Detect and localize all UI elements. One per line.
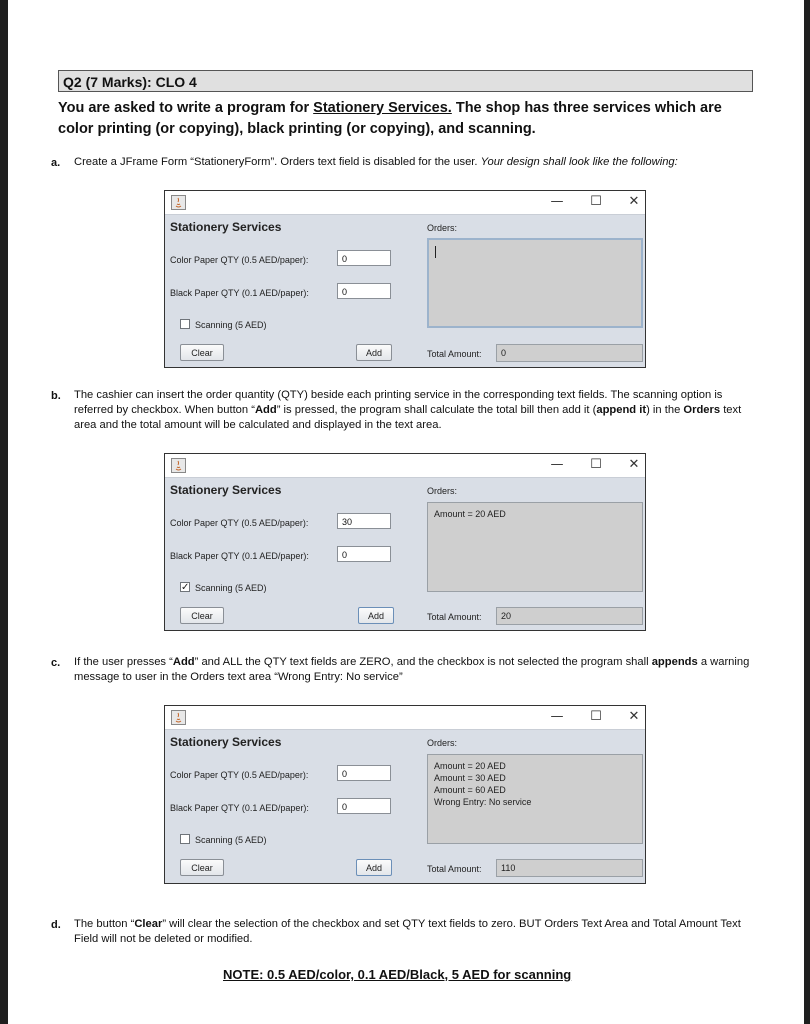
part-d-t2: ” will clear the selection of the checkbox and set QTY text fields to zero. BUT Orders Text Area and Total Amount Text Field will not be deleted or modified. [74,918,741,945]
part-c-t1: If the user presses “ [74,656,173,668]
part-b-t1: The cashier can insert the order quantity (QTY) beside each printing service in the corresponding text fields. The scanning option is referred by checkbox. When button “ [74,389,723,416]
color-qty-field[interactable]: 30 [337,513,391,529]
part-b-b3: Orders [683,404,721,416]
jframe-2 [164,453,646,631]
java-app-icon [171,195,186,210]
form-title: Stationery Services [170,483,282,497]
black-qty-label: Black Paper QTY (0.1 AED/paper): [170,551,309,561]
add-button[interactable]: Add [356,344,392,361]
part-c-t3: a warning message to user in the Orders text area “Wrong Entry: No service” [74,656,750,683]
intro-service-name: Stationery Services. [313,100,452,116]
text-caret [435,246,436,258]
black-qty-field[interactable]: 0 [337,546,391,562]
jframe-3 [164,705,646,884]
color-qty-field[interactable]: 0 [337,250,391,266]
pricing-note: NOTE: 0.5 AED/color, 0.1 AED/Black, 5 AED for scanning [223,967,572,982]
java-app-icon [171,458,186,473]
part-c-letter: c. [51,657,61,669]
part-b-b2: append it [596,404,647,416]
black-qty-label: Black Paper QTY (0.1 AED/paper): [170,803,309,813]
total-amount-label: Total Amount: [427,349,482,359]
java-app-icon [171,710,186,725]
clear-button[interactable]: Clear [180,607,224,624]
orders-textarea[interactable] [427,238,643,328]
total-amount-label: Total Amount: [427,612,482,622]
intro-text-2: The shop has three services which are color printing (or copying), black printing (or copying), and scanning. [58,100,722,137]
scanning-checkbox[interactable]: ✓ [181,582,190,593]
close-button[interactable]: ✕ [628,194,640,209]
minimize-button[interactable]: — [550,457,564,472]
jframe-3-titlebar [165,706,645,730]
intro-text-1: You are asked to write a program for [58,100,314,116]
color-qty-label: Color Paper QTY (0.5 AED/paper): [170,518,309,528]
scanning-label: Scanning (5 AED) [195,583,267,593]
maximize-button[interactable]: ☐ [590,194,602,209]
part-b-text [74,388,752,433]
orders-textarea[interactable]: Amount = 20 AED [427,502,643,592]
maximize-button[interactable]: ☐ [590,709,602,724]
minimize-button[interactable]: — [550,709,564,724]
scanning-checkbox[interactable] [180,834,190,844]
black-qty-field[interactable]: 0 [337,798,391,814]
part-c-text [74,655,752,685]
scanning-label: Scanning (5 AED) [195,835,267,845]
part-d-t1: The button “ [74,918,135,930]
jframe-1-titlebar [165,191,645,215]
close-button[interactable]: ✕ [628,709,640,724]
total-amount-field[interactable]: 20 [496,607,643,625]
orders-label: Orders: [427,223,458,233]
black-qty-label: Black Paper QTY (0.1 AED/paper): [170,288,309,298]
add-button[interactable]: Add [356,859,392,876]
part-d-b1: Clear [134,918,163,930]
scanning-checkbox[interactable] [180,319,190,329]
form-title: Stationery Services [170,220,282,234]
part-b-t4: text area and the total amount will be calculated and displayed in the text area. [74,404,742,431]
part-b-b1: Add [254,404,277,416]
orders-label: Orders: [427,738,458,748]
question-header: Q2 (7 Marks): CLO 4 [58,70,753,92]
clear-button[interactable]: Clear [180,344,224,361]
part-c-b1: Add [172,656,195,668]
document-page [8,0,804,1024]
clear-button[interactable]: Clear [180,859,224,876]
color-qty-label: Color Paper QTY (0.5 AED/paper): [170,770,309,780]
part-a-main: Create a JFrame Form “StationeryForm”. Orders text field is disabled for the user. [74,156,481,168]
maximize-button[interactable]: ☐ [590,457,602,472]
total-amount-field[interactable]: 110 [496,859,643,877]
total-amount-label: Total Amount: [427,864,482,874]
color-qty-label: Color Paper QTY (0.5 AED/paper): [170,255,309,265]
form-title: Stationery Services [170,735,282,749]
minimize-button[interactable]: — [550,194,564,209]
scanning-label: Scanning (5 AED) [195,320,267,330]
orders-label: Orders: [427,486,458,496]
part-a-letter: a. [51,157,61,169]
part-d-letter: d. [51,919,61,931]
part-c-b2: appends [651,656,698,668]
part-a-text [74,155,754,170]
close-button[interactable]: ✕ [628,457,640,472]
part-c-t2: ” and ALL the QTY text fields are ZERO, and the checkbox is not selected the program shall [194,656,652,668]
part-a-italic: Your design shall look like the following: [480,156,678,168]
jframe-1 [164,190,646,368]
color-qty-field[interactable]: 0 [337,765,391,781]
total-amount-field[interactable]: 0 [496,344,643,362]
part-d-text [74,917,744,947]
part-b-t2: ” is pressed, the program shall calculate the total bill then add it ( [276,404,597,416]
part-b-letter: b. [51,390,61,402]
orders-textarea[interactable]: Amount = 20 AED Amount = 30 AED Amount = 60 AED Wrong Entry: No service [427,754,643,844]
black-qty-field[interactable]: 0 [337,283,391,299]
part-b-t3: ) in the [646,404,684,416]
question-intro [58,98,758,140]
jframe-2-titlebar [165,454,645,478]
add-button[interactable]: Add [358,607,394,624]
